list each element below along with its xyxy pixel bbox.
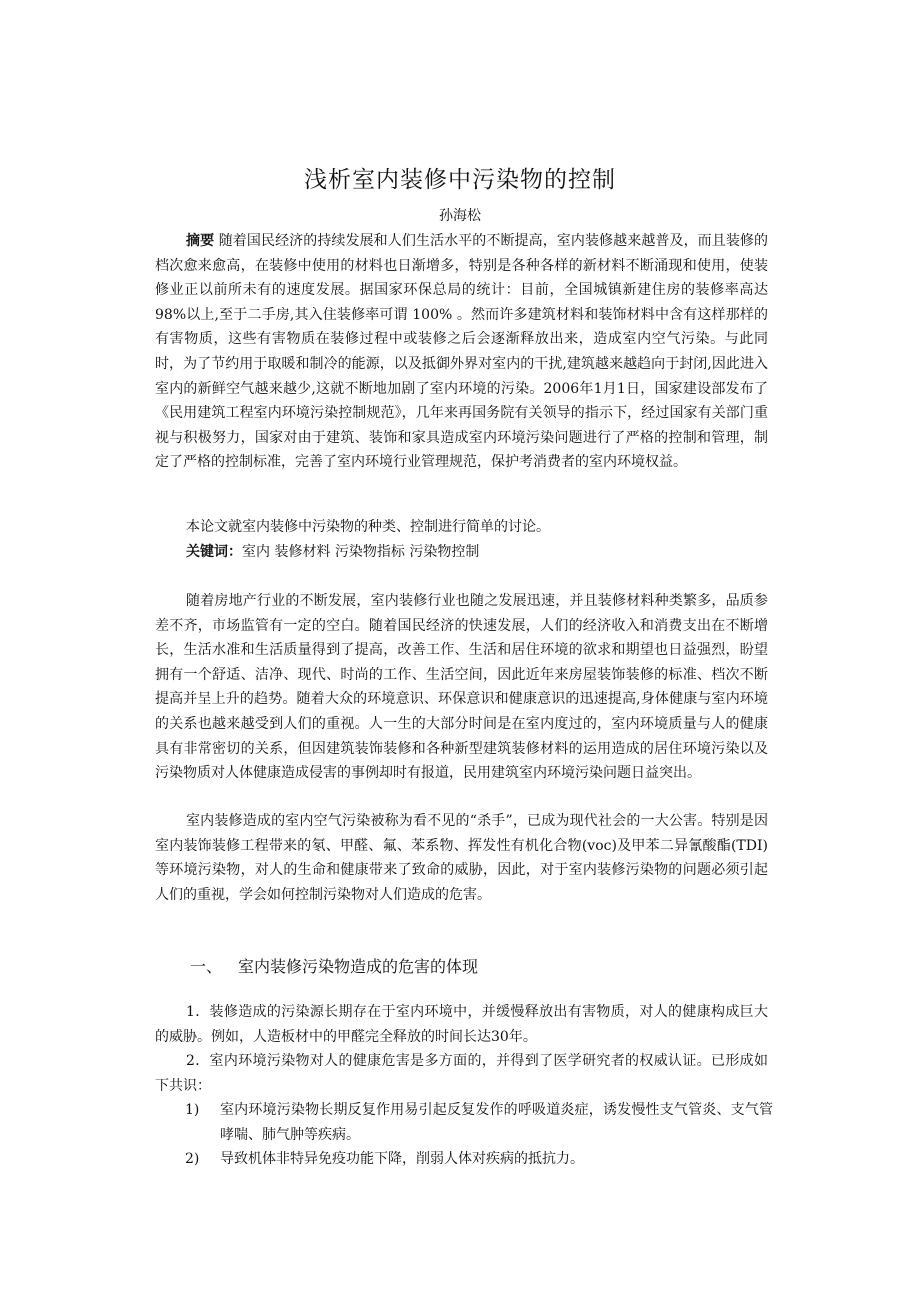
list-item-text: 室内环境污染物长期反复作用易引起反复发作的呼吸道炎症，诱发慢性支气管炎、支气管哮喘、肺气肿等疾病。 <box>220 1102 773 1143</box>
abstract-text: 随着国民经济的持续发展和人们生活水平的不断提高，室内装修越来越普及，而且装修的档次愈来愈高，在装修中使用的材料也日渐增多，特别是各种各样的新材料不断涌现和使用，使装修业正以前所未有的速度发展。据国家环保总局的统计：目前，全国城镇新建住房的装修率高达98%以上,至于二手房,其入住装修率可谓 100% 。然而许多建筑材料和装饰材料中含有这样那样的有害物质，这些有害物质在装修过程中或装修之后会逐渐释放出来，造成室内空气污染。与此同时，为了节约用于取暖和制冷的能源，以及抵御外界对室内的干扰,建筑越来越趋向于封闭,因此进入室内的新鲜空气越来越少,这就不断地加剧了室内环境的污染。2006年1月1日，国家建设部发布了《民用建筑工程室内环境污染控制规范》，几年来再国务院有关领导的指示下，经过国家有关部门重视与积极努力，国家对由于建筑、装饰和家具造成室内环境污染问题进行了严格的控制和管理，制定了严格的控制标准，完善了室内环境行业管理规范，保护考消费者的室内环境权益。 <box>155 233 769 471</box>
body-paragraph-1: 随着房地产行业的不断发展，室内装修行业也随之发展迅速，并且装修材料种类繁多，品质参差不齐，市场监管有一定的空白。随着国民经济的快速发展，人们的经济收入和消费支出在不断增长，生活水准和生活质量得到了提高，改善工作、生活和居住环境的欲求和期望也日益强烈，盼望拥有一个舒适、洁净、现代、时尚的工作、生活空间，因此近年来房屋装饰装修的标准、档次不断提高并呈上升的趋势。随着大众的环境意识、环保意识和健康意识的迅速提高,身体健康与室内环境的关系也越来越受到人们的重视。人一生的大部分时间是在室内度过的，室内环境质量与人的健康具有非常密切的关系，但因建筑装饰装修和各种新型建筑装修材料的运用造成的居住环境污染以及污染物质对人体健康造成侵害的事例却时有报道，民用建筑室内环境污染问题日益突出。 <box>155 593 768 782</box>
section-1-point-1: 1．装修造成的污染源长期存在于室内环境中，并缓慢释放出有害物质，对人的健康构成巨大的威胁。例如，人造板材中的甲醛完全释放的时间长达30年。 <box>155 1004 768 1045</box>
abstract-label: 摘要 <box>186 233 215 249</box>
list-item <box>185 1098 773 1147</box>
section-1-title: 室内装修污染物造成的危害的体现 <box>238 957 479 976</box>
body-paragraph-2: 室内装修造成的室内空气污染被称为看不见的“杀手”，已成为现代社会的一大公害。特别是因室内装饰装修工程带来的氡、甲醛、氟、苯系物、挥发性有机化合物(voc)及甲苯二异氰酸酯(TDI)等环境污染物，对人的生命和健康带来了致命的威胁，因此，对于室内装修污染物的问题必须引起人们的重视，学会如何控制污染物对人们造成的危害。 <box>155 813 768 903</box>
section-1-heading <box>190 955 478 979</box>
author-name: 孙海松 <box>439 208 481 224</box>
keywords-label: 关键词： <box>186 544 242 560</box>
section-1-point-2: 2．室内环境污染物对人的健康危害是多方面的，并得到了医学研究者的权威认证。已形成如下共识： <box>155 1053 768 1094</box>
section-1-number: 一、 <box>190 957 223 976</box>
intro-sentence: 本论文就室内装修中污染物的种类、控制进行简单的讨论。 <box>186 519 550 535</box>
abstract-paragraph <box>155 229 768 475</box>
keywords-text: 室内 装修材料 污染物指标 污染物控制 <box>242 544 480 560</box>
keywords-line <box>155 540 768 565</box>
list-item-text: 导致机体非特异免疫功能下降，削弱人体对疾病的抵抗力。 <box>220 1151 584 1167</box>
document-title: 浅析室内装修中污染物的控制 <box>304 167 616 193</box>
list-item-marker: 2) <box>185 1151 200 1167</box>
list-item-marker: 1) <box>185 1102 200 1118</box>
list-item <box>185 1147 773 1172</box>
